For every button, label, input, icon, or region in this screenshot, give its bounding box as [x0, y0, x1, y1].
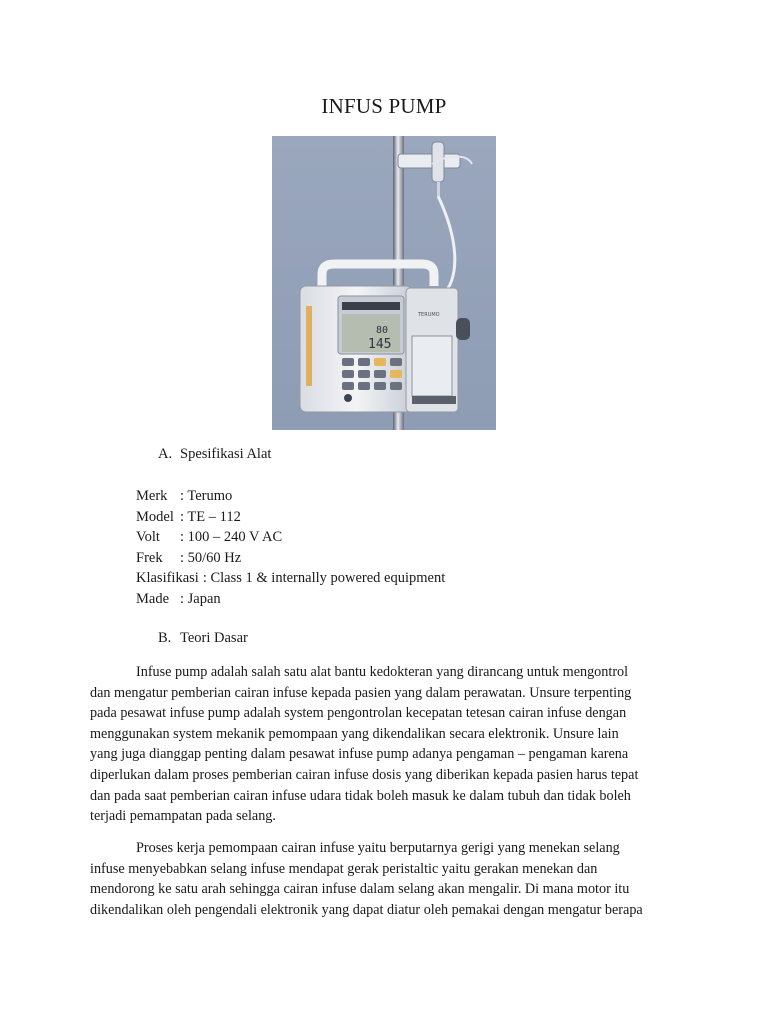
- paragraph-line: menggunakan system mekanik pemompaan yang dikendalikan secara elektronik. Unsure lain: [90, 725, 619, 742]
- paragraph-line: pada pesawat infuse pump adalah system pengontrolan kecepatan tetesan cairan infuse dengan: [90, 705, 627, 722]
- spec-label: Volt: [136, 529, 160, 546]
- section-b-heading: [158, 630, 248, 647]
- paragraph-line: Proses kerja pemompaan cairan infuse yaitu berputarnya gerigi yang menekan selang: [136, 840, 620, 856]
- paragraph-line: yang juga dianggap penting dalam pesawat infuse pump adanya pengaman – pengaman karena: [90, 746, 629, 763]
- paragraph-line: infuse menyebabkan selang infuse mendapat gerak peristaltic yaitu gerakan menekan dan: [90, 860, 598, 877]
- section-a-title: Spesifikasi Alat: [180, 446, 272, 462]
- section-a-heading: [158, 446, 271, 463]
- spec-row: [136, 548, 445, 569]
- paragraph-2: [90, 838, 680, 920]
- infusion-pump-photo: [272, 136, 496, 430]
- section-a-letter: A.: [158, 446, 173, 462]
- paragraph-line: dikendalikan oleh pengendali elektronik yang dapat diatur oleh pemakai dengan mengatur berapa: [90, 901, 643, 918]
- spec-label: Model: [136, 508, 174, 525]
- paragraph-line: diperlukan dalam proses pemberian cairan infuse dosis yang diberikan kepada pasien harus tepat: [90, 766, 639, 783]
- spec-value: : TE – 112: [180, 508, 241, 525]
- paragraph-1: [90, 662, 680, 827]
- spec-label: Merk: [136, 488, 168, 504]
- paragraph-line: dan pada saat pemberian cairan infuse udara tidak boleh masuk ke dalam tubuh dan tidak boleh: [90, 787, 631, 804]
- spec-value: : Terumo: [180, 488, 233, 504]
- spec-row: [136, 527, 445, 548]
- paragraph-line: mendorong ke satu arah sehingga cairan infuse dalam selang akan mengalir. Di mana motor itu: [90, 881, 630, 898]
- svg-text:145: 145: [368, 337, 392, 352]
- paragraph-line: dan mengatur pemberian cairan infuse kepada pasien yang dalam perawatan. Unsure terpenting: [90, 684, 632, 701]
- spec-label: Frek: [136, 549, 163, 566]
- paragraph-line: Infuse pump adalah salah satu alat bantu kedokteran yang dirancang untuk mengontrol: [136, 664, 629, 680]
- spec-value: : 50/60 Hz: [180, 549, 242, 566]
- spec-label: Made: [136, 590, 170, 607]
- spec-row: [136, 507, 445, 528]
- paragraph-line: terjadi pemampatan pada selang.: [90, 808, 276, 825]
- spec-value: : Japan: [180, 590, 221, 607]
- spec-row: [136, 568, 445, 589]
- spec-list: [136, 486, 445, 610]
- spec-label: Klasifikasi: [136, 570, 199, 587]
- svg-text:TERUMO: TERUMO: [418, 312, 440, 318]
- section-b-letter: B.: [158, 630, 172, 646]
- svg-text:80: 80: [376, 325, 389, 336]
- document-title: INFUS PUMP: [321, 94, 447, 118]
- spec-value: : Class 1 & internally powered equipment: [202, 570, 446, 587]
- section-b-title: Teori Dasar: [180, 630, 248, 646]
- spec-row: [136, 589, 445, 610]
- spec-row: [136, 486, 445, 507]
- spec-value: : 100 – 240 V AC: [180, 529, 283, 546]
